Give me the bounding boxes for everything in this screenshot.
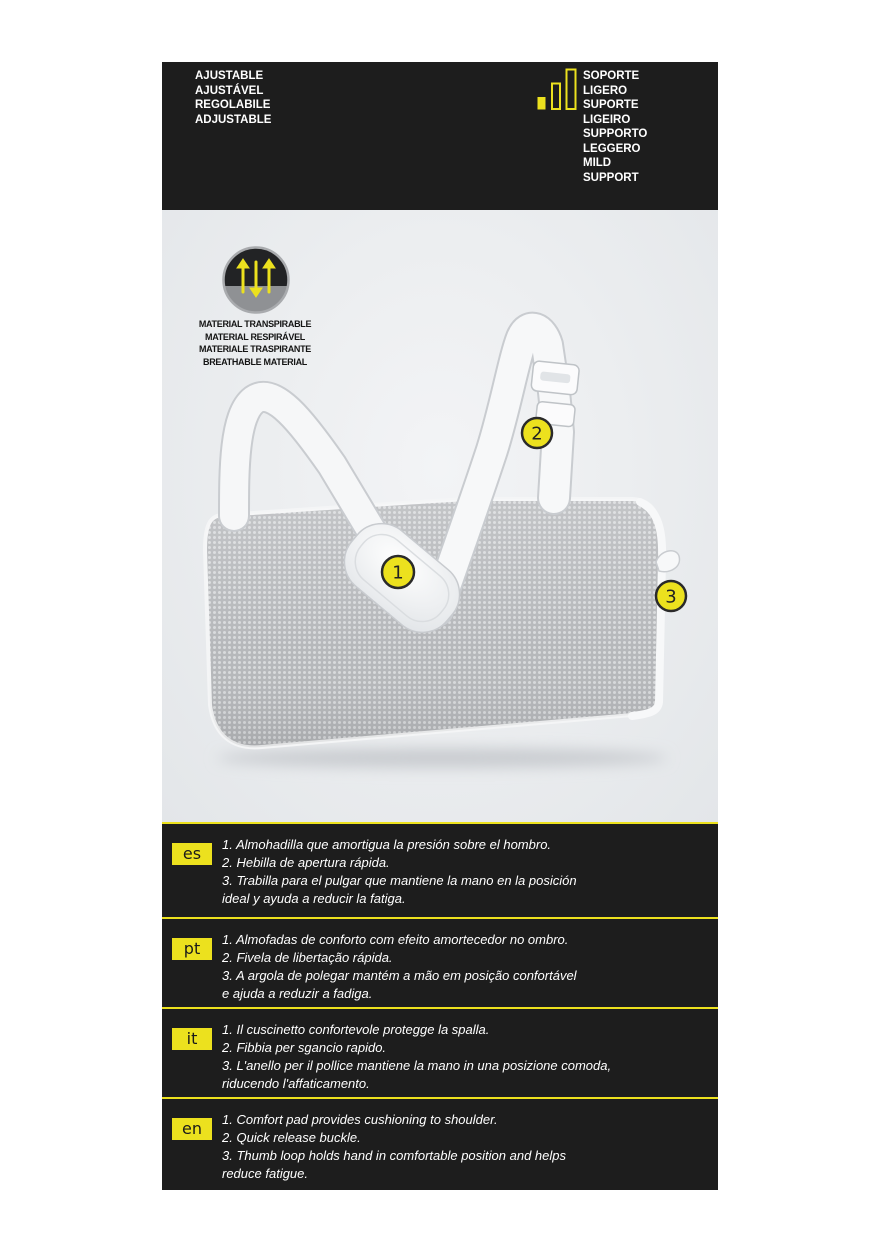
feature-descriptions [162,822,718,1190]
callout-3-marker [656,581,686,611]
callout-number: 2 [531,423,543,445]
feature-line: 3. Thumb loop holds hand in comfortable position and helps [222,1148,566,1163]
support-bar-2 [552,84,560,110]
support-label-line: SUPORTE [583,99,639,111]
feature-line: 3. Trabilla para el pulgar que mantiene la mano en la posición [222,873,577,888]
breathable-material-icon [222,246,290,314]
adjustable-text-es: AJUSTABLE [195,70,264,82]
feature-line: 2. Quick release buckle. [222,1130,361,1145]
feature-line: 1. Comfort pad provides cushioning to shoulder. [222,1112,498,1127]
support-label-line: LIGEIRO [583,113,631,126]
language-badge: it [172,1028,212,1050]
support-label-line: LIGERO [583,84,628,97]
feature-line: 2. Fibbia per sgancio rapido. [222,1040,387,1055]
airflow-arrows [237,259,275,297]
header-band [162,62,718,210]
breathable-label-pt: MATERIAL RESPIRÁVEL [205,331,305,342]
adjustable-text-pt: AJUSTÁVEL [195,84,264,97]
support-label-line: SUPPORT [583,171,639,184]
package-panel [162,62,718,1190]
feature-line: e ajuda a reduzir a fadiga. [222,986,373,1001]
feature-line: 3. L'anello per il pollice mantiene la mano in una posizione comoda, [222,1058,612,1073]
callout-number: 3 [665,586,677,608]
product-image-area [162,210,718,822]
adjustable-text-en: ADJUSTABLE [195,113,272,126]
feature-line: ideal y ayuda a reducir la fatiga. [222,891,406,906]
breathable-label-en: BREATHABLE MATERIAL [203,357,307,368]
support-bar-1 [538,97,546,110]
feature-list [222,1021,611,1093]
language-badge: es [172,843,212,865]
feature-line: riducendo l'affaticamento. [222,1076,370,1091]
support-level-bars-icon [537,68,577,110]
language-badge: pt [172,938,212,960]
support-bar-3 [567,70,576,110]
language-badge: en [172,1118,212,1140]
language-row-pt [162,917,718,1007]
breathable-label-es: MATERIAL TRANSPIRABLE [198,319,312,329]
support-label-line: LEGGERO [583,142,641,155]
support-label-pt [583,98,647,127]
breathable-material-label [175,318,335,369]
support-label-line: SUPPORTO [583,128,648,140]
callout-number: 1 [392,562,404,584]
feature-list [222,1111,566,1183]
callout-1-marker [382,556,414,588]
feature-line: 1. Almofadas de conforto com efeito amortecedor no ombro. [222,932,569,947]
language-row-es [162,822,718,917]
adjustable-label [195,69,271,127]
support-label-line: MILD [583,157,612,169]
feature-list [222,836,577,908]
support-level-label [583,69,647,185]
adjustable-text-it: REGOLABILE [195,99,271,111]
support-label-line: SOPORTE [583,70,640,82]
feature-line: 1. Il cuscinetto confortevole protegge la spalla. [222,1022,490,1037]
language-row-en [162,1097,718,1190]
feature-line: 2. Hebilla de apertura rápida. [222,855,390,870]
breathable-label-it: MATERIALE TRASPIRANTE [198,344,312,355]
callout-2-marker [522,418,552,448]
sling-shadow [217,748,667,768]
feature-line: 2. Fivela de libertação rápida. [222,950,393,965]
feature-list [222,931,577,1003]
feature-line: reduce fatigue. [222,1166,309,1181]
support-label-it [583,127,647,156]
feature-line: 3. A argola de polegar mantém a mão em posição confortável [222,968,577,983]
support-label-es [583,69,647,98]
feature-line: 1. Almohadilla que amortigua la presión sobre el hombro. [222,837,552,852]
support-label-en [583,156,647,185]
language-row-it [162,1007,718,1097]
